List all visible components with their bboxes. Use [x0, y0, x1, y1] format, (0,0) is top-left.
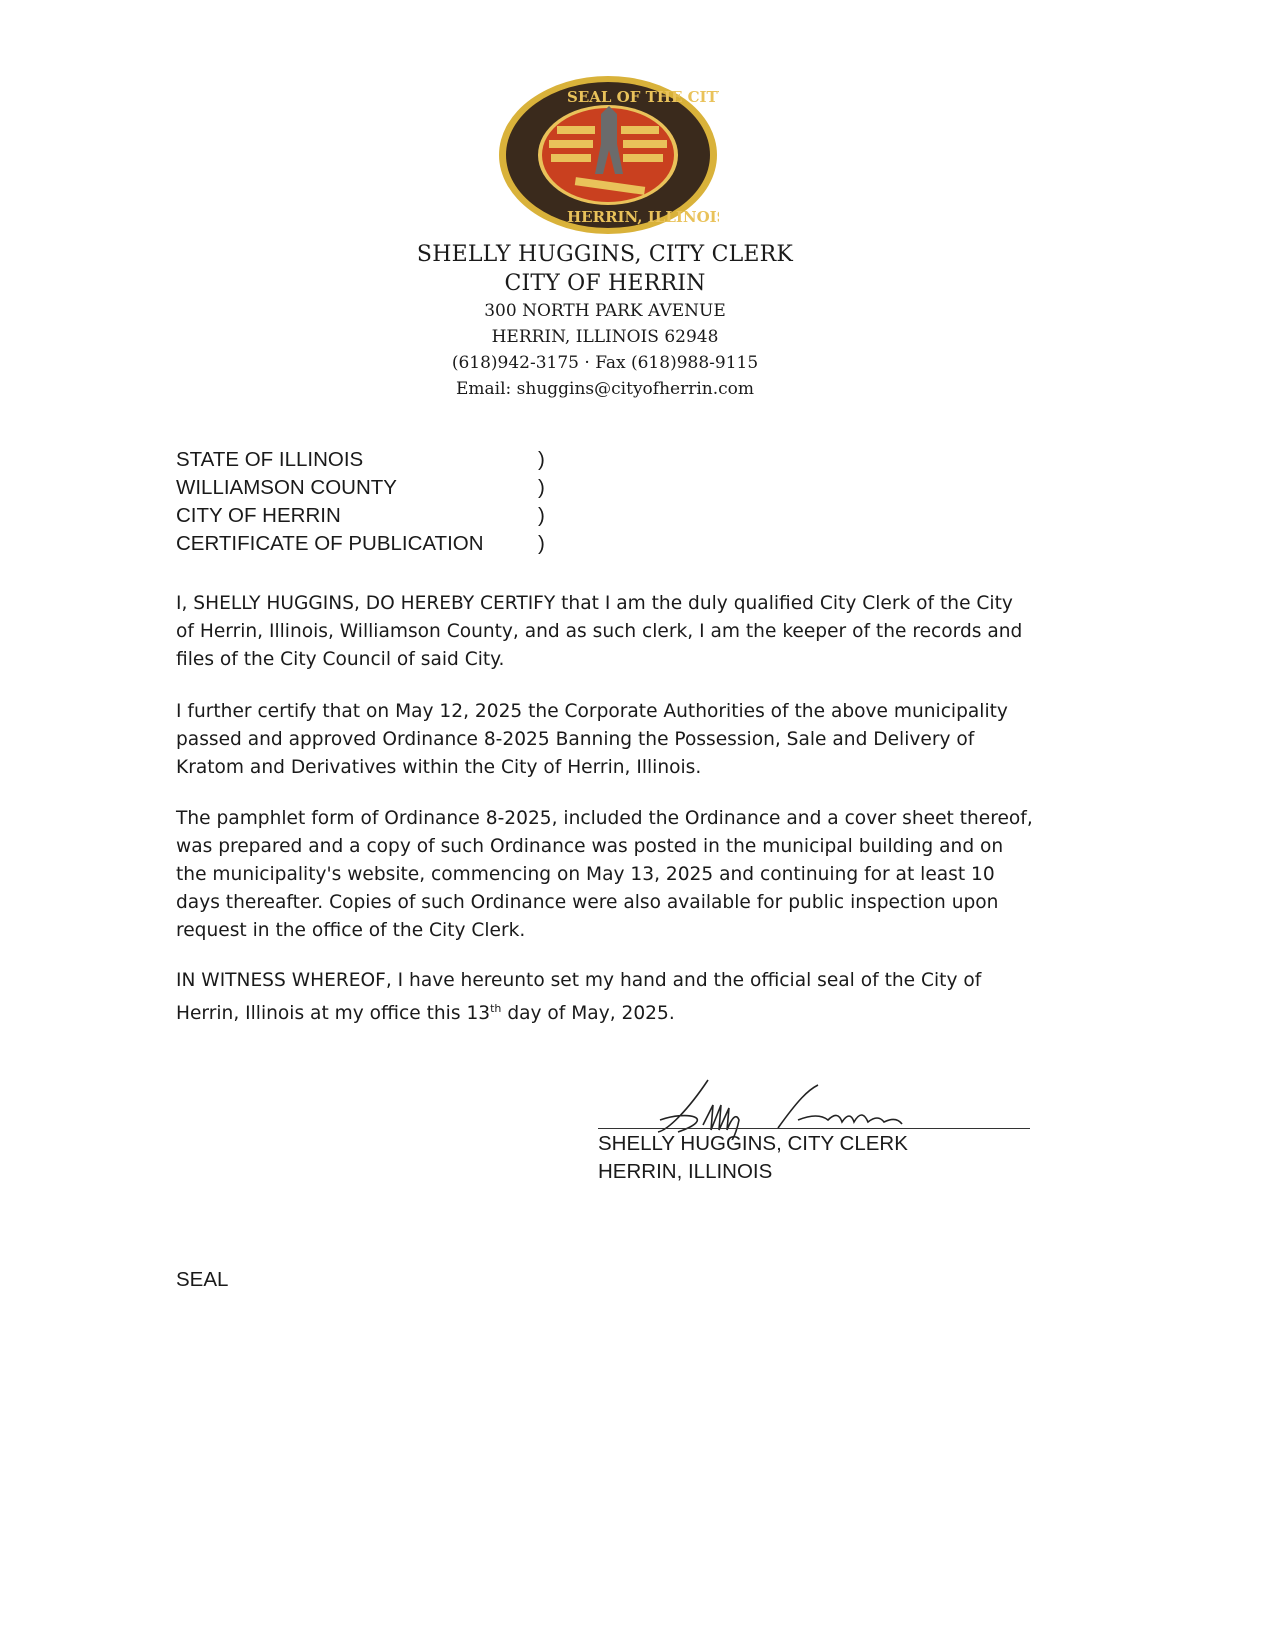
paragraph-text: The pamphlet form of Ordinance 8-2025, included the Ordinance and a cover sheet thereof, was prepared and a copy of such Ordinance was posted in the municipal building and on the municipality's website, commencing on May 13, 2025 and continuing for at least 10 days thereafter. Copies of such Ordinance were also available for public inspection upon request in the office of the City Clerk. — [176, 808, 1033, 941]
letterhead — [0, 240, 1210, 402]
caption-paren: ) — [538, 476, 545, 499]
caption-label: CITY OF HERRIN — [176, 504, 341, 527]
phone-fax — [0, 350, 1210, 376]
witness-sup: th — [490, 1002, 502, 1015]
caption-paren: ) — [538, 532, 545, 555]
signer-title: SHELLY HUGGINS, CITY CLERK — [598, 1132, 908, 1155]
paragraph-text — [176, 967, 1036, 1028]
paragraph-text: I, SHELLY HUGGINS, DO HEREBY CERTIFY that I am the duly qualified City Clerk of the City of Herrin, Illinois, Williamson County, and as such clerk, I am the keeper of the records and files of the City Council of said City. — [176, 593, 1023, 670]
caption-paren: ) — [538, 448, 545, 471]
clerk-name: SHELLY HUGGINS, CITY CLERK — [416, 242, 794, 267]
caption-block — [176, 446, 545, 558]
caption-row — [176, 502, 545, 530]
body-paragraph-certify — [176, 590, 1036, 674]
seal-label: SEAL — [176, 1268, 229, 1291]
witness-text: IN WITNESS WHEREOF, I have hereunto set my hand and the official seal of the City of Herrin, Illinois at my office this 13 — [176, 970, 982, 1025]
caption-label: STATE OF ILLINOIS — [176, 448, 364, 471]
city-seal — [497, 74, 719, 236]
signature-line — [598, 1128, 1030, 1129]
city-name: CITY OF HERRIN — [504, 271, 706, 296]
fax: Fax (618)988-9115 — [595, 353, 759, 373]
body-paragraph-publication — [176, 805, 1036, 945]
email: Email: shuggins@cityofherrin.com — [455, 379, 754, 399]
city-state-zip: HERRIN, ILLINOIS 62948 — [491, 327, 719, 347]
caption-paren: ) — [538, 504, 545, 527]
caption-label: WILLIAMSON COUNTY — [176, 476, 397, 499]
svg-text:HERRIN, ILLINOIS: HERRIN, ILLINOIS — [567, 208, 719, 226]
caption-row — [176, 446, 545, 474]
paragraph-text: I further certify that on May 12, 2025 the Corporate Authorities of the above municipality passed and approved Ordinance 8-2025 Banning the Possession, Sale and Delivery of Kratom and Derivatives within the City of Herrin, Illinois. — [176, 701, 1008, 778]
signer-location: HERRIN, ILLINOIS — [598, 1160, 773, 1183]
caption-row — [176, 474, 545, 502]
caption-label: CERTIFICATE OF PUBLICATION — [176, 532, 484, 555]
witness-paragraph — [176, 967, 1036, 1028]
svg-text:SEAL OF THE CITY: SEAL OF THE CITY — [567, 88, 719, 106]
separator: · — [584, 353, 590, 373]
phone: (618)942-3175 — [451, 353, 579, 373]
body-paragraph-ordinance — [176, 698, 1036, 782]
street-address: 300 NORTH PARK AVENUE — [484, 301, 726, 321]
caption-row — [176, 530, 545, 558]
witness-text-end: day of May, 2025. — [501, 1003, 675, 1025]
